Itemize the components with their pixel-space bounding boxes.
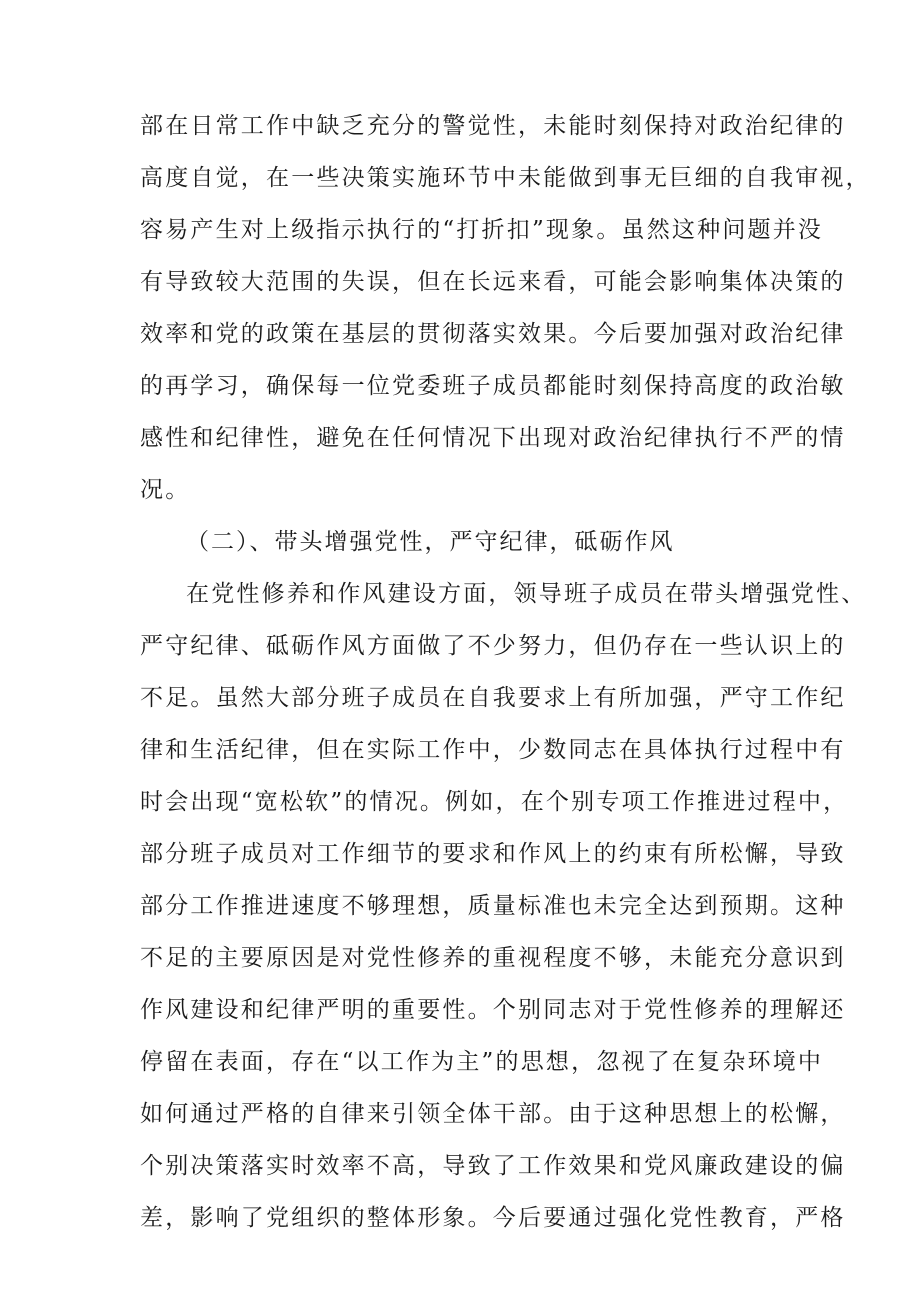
section-heading: （二）、带头增强党性，严守纪律，砥砺作风 xyxy=(186,529,675,555)
paragraph-line: 有导致较大范围的失误，但在长远来看，可能会影响集体决策的 xyxy=(140,269,846,295)
paragraph-line: 时会出现“宽松软”的情况。例如，在个别专项工作推进过程中， xyxy=(140,789,849,815)
paragraph-line: 部分班子成员对工作细节的要求和作风上的约束有所松懈，导致 xyxy=(140,841,846,867)
paragraph-line: 作风建设和纪律严明的重要性。个别同志对于党性修养的理解还 xyxy=(140,997,846,1023)
paragraph-line: 不足的主要原因是对党性修养的重视程度不够，未能充分意识到 xyxy=(140,945,846,971)
paragraph-line: 严守纪律、砥砺作风方面做了不少努力，但仍存在一些认识上的 xyxy=(140,633,846,659)
paragraph-line: 律和生活纪律，但在实际工作中，少数同志在具体执行过程中有 xyxy=(140,737,846,763)
paragraph-line: 部在日常工作中缺乏充分的警觉性，未能时刻保持对政治纪律的 xyxy=(140,113,846,139)
paragraph-line: 部分工作推进速度不够理想，质量标准也未完全达到预期。这种 xyxy=(140,893,846,919)
paragraph-line: 停留在表面，存在“以工作为主”的思想，忽视了在复杂环境中 xyxy=(140,1049,824,1075)
paragraph-line: 容易产生对上级指示执行的“打折扣”现象。虽然这种问题并没 xyxy=(140,217,824,243)
paragraph-line: 个别决策落实时效率不高，导致了工作效果和党风廉政建设的偏 xyxy=(140,1153,846,1179)
paragraph-line: 的再学习，确保每一位党委班子成员都能时刻保持高度的政治敏 xyxy=(140,373,846,399)
paragraph-line: 效率和党的政策在基层的贯彻落实效果。今后要加强对政治纪律 xyxy=(140,321,846,347)
paragraph-line: 如何通过严格的自律来引领全体干部。由于这种思想上的松懈， xyxy=(140,1101,846,1127)
paragraph-line: 不足。虽然大部分班子成员在自我要求上有所加强，严守工作纪 xyxy=(140,685,846,711)
paragraph-line: 况。 xyxy=(140,477,191,503)
paragraph-line: 感性和纪律性，避免在任何情况下出现对政治纪律执行不严的情 xyxy=(140,425,846,451)
paragraph-line: 差，影响了党组织的整体形象。今后要通过强化党性教育，严格 xyxy=(140,1205,846,1231)
paragraph-line: 高度自觉，在一些决策实施环节中未能做到事无巨细的自我审视， xyxy=(140,165,871,191)
paragraph-line: 在党性修养和作风建设方面，领导班子成员在带头增强党性、 xyxy=(186,581,867,607)
